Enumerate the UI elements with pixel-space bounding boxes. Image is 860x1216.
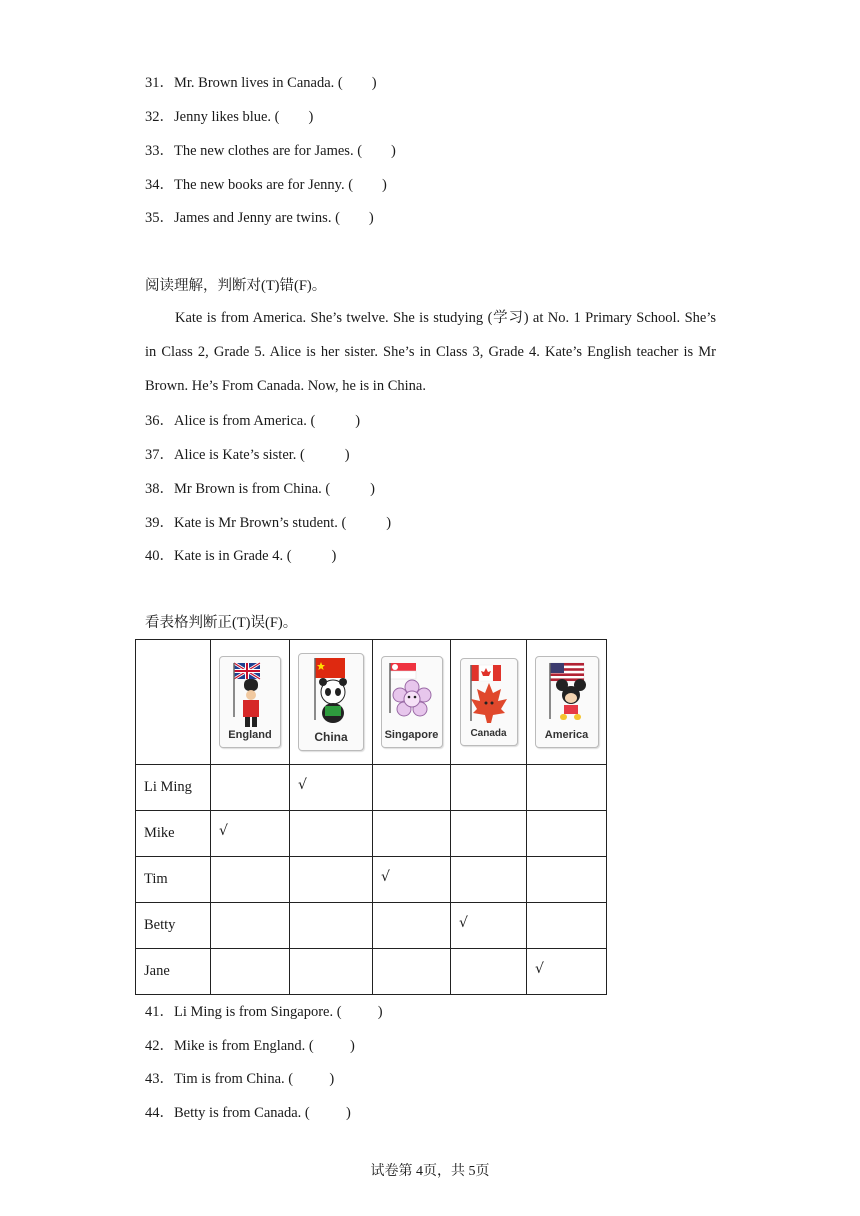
question-31: 31．Mr. Brown lives in Canada. ( ) bbox=[145, 75, 377, 91]
header-china bbox=[290, 640, 373, 765]
table-row bbox=[136, 765, 607, 811]
header-canada bbox=[451, 640, 527, 765]
question-39: 39．Kate is Mr Brown’s student. ( ) bbox=[145, 515, 392, 531]
question-35: 35．James and Jenny are twins. ( ) bbox=[145, 210, 374, 226]
singapore-card bbox=[381, 656, 443, 748]
country-label-china: China bbox=[314, 730, 348, 744]
question-37: 37．Alice is Kate’s sister. ( ) bbox=[145, 447, 350, 463]
header-singapore bbox=[373, 640, 451, 765]
table-row bbox=[136, 811, 607, 857]
country-label-england: England bbox=[228, 729, 272, 741]
question-36: 36．Alice is from America. ( ) bbox=[145, 413, 361, 429]
question-43: 43．Tim is from China. ( ) bbox=[145, 1071, 335, 1087]
question-42: 42．Mike is from England. ( ) bbox=[145, 1038, 355, 1054]
country-label-america: America bbox=[544, 729, 589, 741]
check-mark: √ bbox=[459, 915, 468, 931]
check-mark: √ bbox=[219, 823, 228, 839]
canada-card bbox=[460, 658, 518, 746]
check-mark: √ bbox=[381, 869, 390, 885]
table-row bbox=[136, 857, 607, 903]
page-footer: 试卷第 4页，共 5页 bbox=[370, 1164, 490, 1179]
header-america bbox=[527, 640, 607, 765]
america-card bbox=[535, 656, 599, 748]
section-heading-reading: 阅读理解，判断对(T)错(F)。 bbox=[145, 278, 327, 294]
england-card bbox=[219, 656, 281, 748]
question-32: 32．Jenny likes blue. ( ) bbox=[145, 109, 314, 125]
question-34: 34．The new books are for Jenny. ( ) bbox=[145, 177, 387, 193]
row-name: Li Ming bbox=[136, 765, 211, 811]
country-label-canada: Canada bbox=[470, 728, 507, 739]
section-heading-table: 看表格判断正(T)误(F)。 bbox=[145, 615, 298, 631]
china-card bbox=[298, 653, 364, 751]
country-table bbox=[135, 639, 607, 995]
table-corner-cell bbox=[136, 640, 211, 765]
question-40: 40．Kate is in Grade 4. ( ) bbox=[145, 548, 337, 564]
check-mark: √ bbox=[535, 961, 544, 977]
row-name: Jane bbox=[136, 949, 211, 995]
question-38: 38．Mr Brown is from China. ( ) bbox=[145, 481, 375, 497]
question-41: 41．Li Ming is from Singapore. ( ) bbox=[145, 1004, 383, 1020]
question-33: 33．The new clothes are for James. ( ) bbox=[145, 143, 396, 159]
header-england bbox=[211, 640, 290, 765]
row-name: Tim bbox=[136, 857, 211, 903]
reading-passage: Kate is from America. She’s twelve. She is studying (学习) at No. 1 Primary School. She’s in Class 2, Grade 5. Alice is her sister. She’s in Class 3, Grade 4. Kate’s English teacher is Mr Brown. He’s From Canada. Now, he is in China. bbox=[145, 310, 716, 394]
table-row bbox=[136, 903, 607, 949]
table-row bbox=[136, 949, 607, 995]
check-mark: √ bbox=[298, 777, 307, 793]
row-name: Mike bbox=[136, 811, 211, 857]
row-name: Betty bbox=[136, 903, 211, 949]
question-44: 44．Betty is from Canada. ( ) bbox=[145, 1105, 351, 1121]
country-label-singapore: Singapore bbox=[384, 729, 439, 741]
